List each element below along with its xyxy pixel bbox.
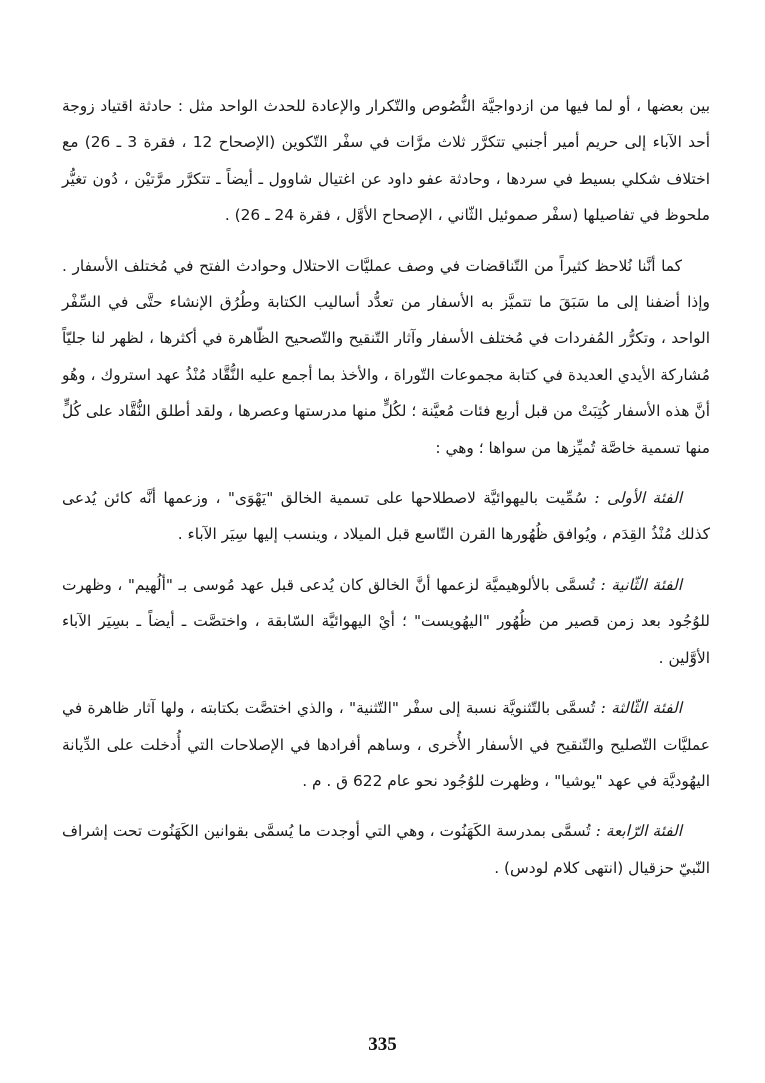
paragraph-contradictions	[62, 248, 710, 466]
paragraph-contradictions-text: كما أنَّنا نُلاحظ كثيراً من التّناقضات في وصف عمليَّات الاحتلال وحوادث الفتح في مُختلف الأسفار . وإذا أضفنا إلى ما سَبَقَ ما تتميَّز به الأسفار من تعدُّد أساليب الكتابة وطُرُق الإنشاء حتَّى في السِّفْر الواحد ، وتكرُّر المُفردات في مُختلف الأسفار وآثار التّنقيح والتّصحيح الظّاهرة في أكثرها ، لظهر لنا جليّاً مُشاركة الأيدي العديدة في كتابة مجموعات التّوراة ، والأخذ بما أجمع عليه النُّقَّاد مُنْذُ عهد استروك ، وهُو أنَّ هذه الأسفار كُتِبَتْ من قبل أربع فئات مُعيَّنة ؛ لكُلٍّ منها مدرستها وعصرها ، ولقد أطلق النُّقَّاد على كُلٍّ منها تسمية خاصَّة تُميِّزها من سواها ؛ وهي :	[62, 256, 710, 457]
category-third-heading: الفئة الثّالثة :	[600, 699, 682, 718]
paragraph-intro	[62, 88, 710, 234]
category-first-text: سُمِّيت باليهوائيَّة لاصطلاحها على تسمية الخالق "يَهْوَى" ، وزعمها أنَّه كائن يُدعى كذلك مُنْذُ القِدَم ، ويُوافق ظُهُورها القرن التّاسع قبل الميلاد ، وينسب إليها سِيَر الآباء .	[62, 489, 710, 544]
category-second-text: تُسمَّى بالألوهيميَّة لزعمها أنَّ الخالق كان يُدعى قبل عهد مُوسى بـ "ألُهيم" ، وظهرت للوُجُود بعد زمن قصير من ظُهُور "اليهُويست" ؛ أيْ اليهوائيَّة السّابقة ، واختصَّت ـ أيضاً ـ بسِيَر الآباء الأوَّلين .	[62, 575, 710, 667]
category-first-heading: الفئة الأولى :	[594, 489, 682, 508]
page-body	[62, 88, 710, 886]
category-fourth-heading: الفئة الرّابعة :	[595, 822, 682, 841]
paragraph-category-fourth	[62, 813, 710, 886]
category-fourth-text: تُسمَّى بمدرسة الكَهَنُوت ، وهي التي أوجدت ما يُسمَّى بقوانين الكَهَنُوت تحت إشراف النّبيّ حزقيال (انتهى كلام لودس) .	[62, 822, 710, 877]
category-second-heading: الفئة الثّانية :	[600, 575, 682, 594]
page-number: 335	[368, 1034, 397, 1055]
paragraph-intro-text: بين بعضها ، أو لما فيها من ازدواجيَّة النُّصُوص والتّكرار والإعادة للحدث الواحد مثل : حادثة اقتياد زوجة أحد الآباء إلى حريم أمير أجنبي تتكرَّر ثلاث مرَّات في سفْر التّكوين (الإصحاح 12 ، فقرة 3 ـ 26) مع اختلاف شكلي بسيط في سردها ، وحادثة عفو داود عن اغتيال شاوول ـ أيضاً ـ تتكرَّر مرَّتيْن ، دُون تغيُّر ملحوظ في تفاصيلها (سفْر صموئيل الثّاني ، الإصحاح الأوَّل ، فقرة 24 ـ 26) .	[62, 97, 711, 225]
paragraph-category-third	[62, 690, 710, 799]
category-third-text: تُسمَّى بالتّثنويَّة نسبة إلى سفْر "التّثنية" ، والذي اختصَّت بكتابته ، ولها آثار ظاهرة في عمليَّات التّصليح والتّنقيح في الأسفار الأُخرى ، وساهم أفرادها في الإصلاحات التي أُدخلت على الدِّيانة اليهُوديَّة في عهد "يوشيا" ، وظهرت للوُجُود نحو عام 622 ق . م .	[62, 699, 710, 790]
paragraph-category-first	[62, 480, 710, 553]
paragraph-category-second	[62, 567, 710, 676]
